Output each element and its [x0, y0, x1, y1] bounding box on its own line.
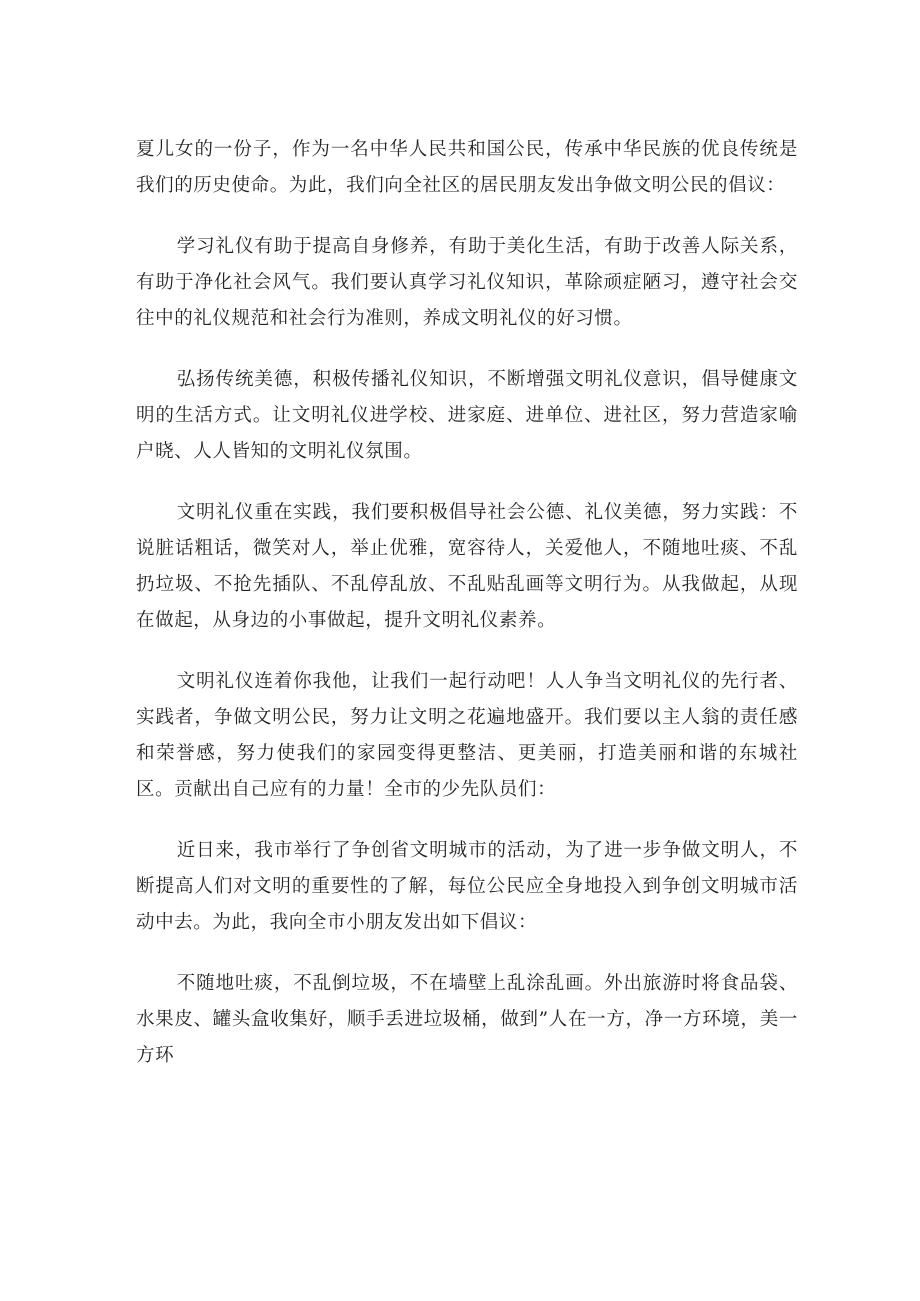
- paragraph-3: 弘扬传统美德，积极传播礼仪知识，不断增强文明礼仪意识，倡导健康文明的生活方式。让文明礼仪进学校、进家庭、进单位、进社区，努力营造家喻户晓、人人皆知的文明礼仪氛围。: [136, 369, 798, 462]
- paragraph-2: 学习礼仪有助于提高自身修养，有助于美化生活，有助于改善人际关系，有助于净化社会风气。我们要认真学习礼仪知识，革除顽症陋习，遵守社会交往中的礼仪规范和社会行为准则，养成文明礼仪的好习惯。: [136, 236, 798, 329]
- paragraph-7: 不随地吐痰，不乱倒垃圾，不在墙壁上乱涂乱画。外出旅游时将食品袋、水果皮、罐头盒收集好，顺手丢进垃圾桶，做到”人在一方，净一方环境，美一方环: [136, 973, 798, 1066]
- paragraph-5: 文明礼仪连着你我他，让我们一起行动吧！人人争当文明礼仪的先行者、实践者，争做文明公民，努力让文明之花遍地盛开。我们要以主人翁的责任感和荣誉感，努力使我们的家园变得更整洁、更美丽，打造美丽和谐的东城社区。贡献出自己应有的力量！全市的少先队员们：: [136, 671, 798, 800]
- paragraph-6: 近日来，我市举行了争创省文明城市的活动，为了进一步争做文明人，不断提高人们对文明的重要性的了解，每位公民应全身地投入到争创文明城市活动中去。为此，我向全市小朋友发出如下倡议：: [136, 840, 798, 933]
- document-body: [136, 132, 798, 1099]
- paragraph-1: 夏儿女的一份子，作为一名中华人民共和国公民，传承中华民族的优良传统是我们的历史使命。为此，我们向全社区的居民朋友发出争做文明公民的倡议：: [136, 139, 798, 196]
- paragraph-4: 文明礼仪重在实践，我们要积极倡导社会公德、礼仪美德，努力实践：不说脏话粗话，微笑对人，举止优雅，宽容待人，关爱他人，不随地吐痰、不乱扔垃圾、不抢先插队、不乱停乱放、不乱贴乱画等文明行为。从我做起，从现在做起，从身边的小事做起，提升文明礼仪素养。: [136, 502, 798, 631]
